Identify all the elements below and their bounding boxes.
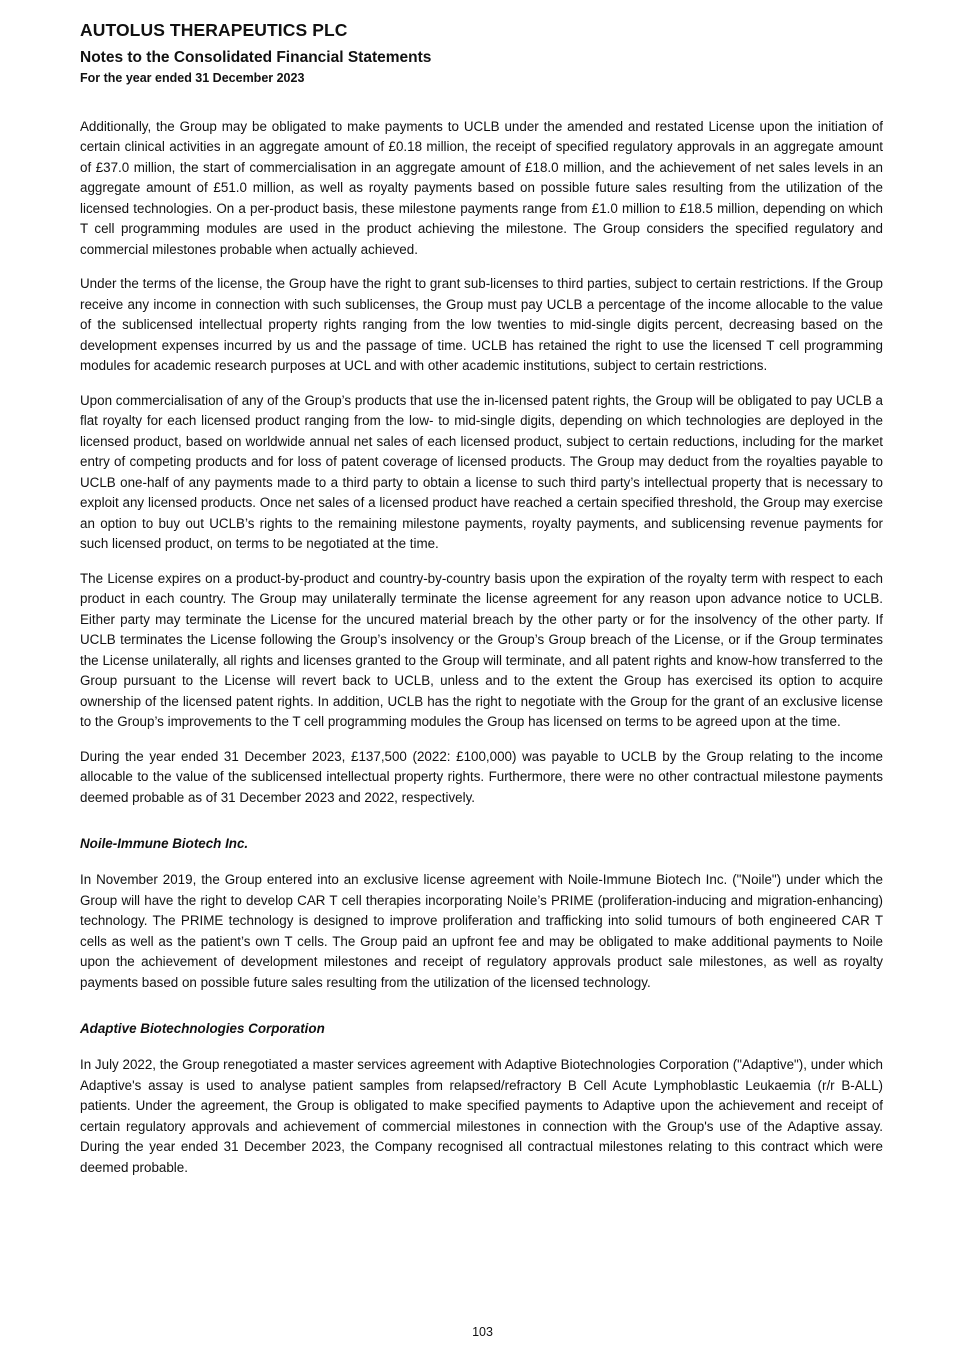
company-name: AUTOLUS THERAPEUTICS PLC <box>80 20 348 40</box>
paragraph-uclb-milestones: Additionally, the Group may be obligated to make payments to UCLB under the amended and restated License upon the initiation of certain clinical activities in an aggregate amount of £0.18 million, the receipt of specified regulatory approvals in an aggregate amount of £37.0 million, the start of commercialisation in an aggregate amount of £18.0 million, and the achievement of net sales levels in an aggregate amount of £51.0 million, as well as royalty payments based on possible future sales resulting from the utilization of the licensed technologies. On a per-product basis, these milestone payments range from £1.0 million to £18.5 million, depending on which T cell programming modules are used in the product achieving the milestone. The Group considers the specified regulatory and commercial milestones probable when actually achieved. <box>80 118 883 257</box>
document-header <box>80 20 883 87</box>
page-number: 103 <box>472 1325 493 1339</box>
paragraph-uclb-payable: During the year ended 31 December 2023, £137,500 (2022: £100,000) was payable to UCLB by the Group relating to the income allocable to the value of the sublicensed intellectual property rights. Furthermore, there were no other contractual milestone payments deemed probable as of 31 December 2023 and 2022, respectively. <box>80 748 883 805</box>
paragraph-uclb-sublicenses: Under the terms of the license, the Group have the right to grant sub-licenses to third parties, subject to certain restrictions. If the Group receive any income in connection with such sublicenses, the Group must pay UCLB a percentage of the income allocable to the value of the sublicensed intellectual property rights ranging from the low twenties to mid-single digits percent, decreasing based on the development expenses incurred by us and the passage of time. UCLB has retained the right to use the licensed T cell programming modules for academic research purposes at UCL and with other academic institutions, subject to certain restrictions. <box>80 276 883 374</box>
paragraph-noile: In November 2019, the Group entered into an exclusive license agreement with Noile-Immune Biotech Inc. ("Noile") under which the Group will have the right to develop CAR T cell therapies incorporating Noile’s PRIME (proliferation-inducing and migration-enhancing) technology. The PRIME technology is designed to improve proliferation and trafficking into solid tumours of both engineered CAR T cells as well as the patient’s own T cells. The Group paid an upfront fee and may be obligated to make additional payments to Noile upon the achievement of development milestones and receipt of regulatory approvals product sale milestones, as well as royalty payments based on possible future sales resulting from the utilization of the licensed technology. <box>80 872 883 990</box>
document-body <box>80 117 883 1179</box>
document-title: Notes to the Consolidated Financial Statements <box>80 48 432 66</box>
page-footer <box>0 1325 965 1339</box>
section-heading-adaptive: Adaptive Biotechnologies Corporation <box>80 1021 325 1037</box>
document-period: For the year ended 31 December 2023 <box>80 71 305 86</box>
section-heading-noile: Noile-Immune Biotech Inc. <box>80 836 249 852</box>
paragraph-adaptive: In July 2022, the Group renegotiated a master services agreement with Adaptive Biotechnologies Corporation ("Adaptive"), under which Adaptive's assay is used to analyse patient samples from relapsed/refractory B Cell Acute Lymphoblastic Leukaemia (r/r B-ALL) patients. Under the agreement, the Group is obligated to make specified payments to Adaptive upon the achievement and receipt of certain regulatory approvals and achievement of commercial milestones in connection with the Group's use of the Adaptive assay. During the year ended 31 December 2023, the Company recognised all contractual milestones relating to this contract which were deemed probable. <box>80 1057 883 1175</box>
paragraph-uclb-license-expiry: The License expires on a product-by-product and country-by-country basis upon the expiration of the royalty term with respect to each product in each country. The Group may unilaterally terminate the license agreement for any reason upon advance notice to UCLB. Either party may terminate the License for the uncured material breach by the other party or for the insolvency of the other party. If UCLB terminates the License following the Group’s insolvency or the Group’s Group breach of the License, or if the Group terminates the License unilaterally, all rights and licenses granted to the Group will terminate, and all patent rights and know-how transferred to the Group pursuant to the License will revert back to UCLB, unless and to the extent the Group has exercised its option to acquire ownership of the licensed patent rights. In addition, UCLB has the right to negotiate with the Group for the grant of an exclusive license to the Group’s improvements to the T cell programming modules the Group has licensed on terms to be agreed upon at the time. <box>80 570 883 730</box>
paragraph-uclb-royalty: Upon commercialisation of any of the Group’s products that use the in-licensed patent rights, the Group will be obligated to pay UCLB a flat royalty for each licensed product ranging from the low- to mid-single digits, depending on which technologies are deployed in the licensed product, based on worldwide annual net sales of each licensed product, subject to certain reductions, including for the market entry of competing products and for loss of patent coverage of licensed products. The Group may deduct from the royalties payable to UCLB one-half of any payments made to a third party to obtain a license to such third party’s intellectual property that is necessary to exploit any licensed products. Once net sales of a licensed product have reached a certain specified threshold, the Group may exercise an option to buy out UCLB’s rights to the remaining milestone payments, royalty payments, and sublicensing revenue payments for such licensed product, on terms to be negotiated at the time. <box>80 392 883 552</box>
